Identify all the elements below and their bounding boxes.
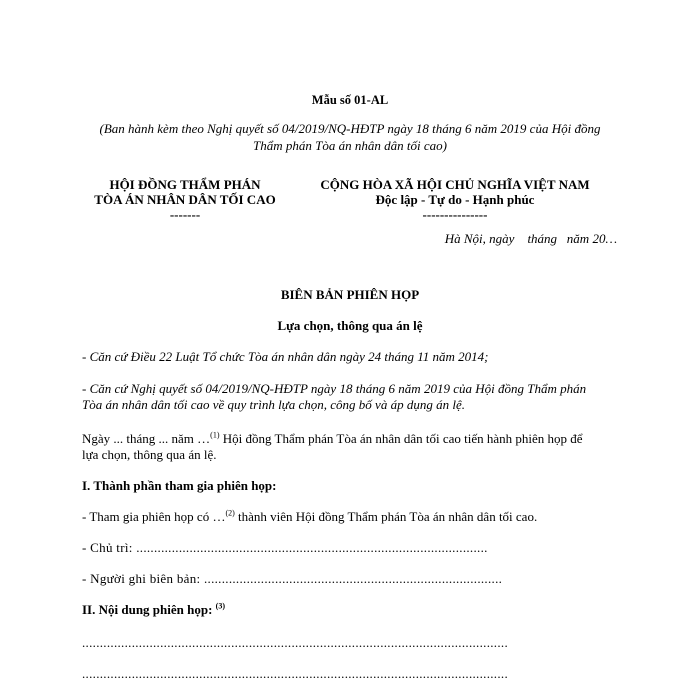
intro-paragraph-line1 bbox=[82, 431, 583, 447]
content-blank-line-1: ........................................................................................................................ bbox=[82, 635, 508, 650]
legal-basis-2-line2: Tòa án nhân dân tối cao về quy trình lựa chọn, công bố và áp dụng án lệ. bbox=[82, 397, 465, 412]
chair-line bbox=[82, 540, 570, 556]
national-title: CỘNG HÒA XÃ HỘI CHỦ NGHĨA VIỆT NAM bbox=[320, 177, 590, 192]
section-2-heading-text: II. Nội dung phiên họp: bbox=[82, 602, 213, 617]
form-number: Mẫu số 01-AL bbox=[311, 93, 389, 107]
agency-rule: ------- bbox=[169, 207, 201, 222]
participants-suffix: thành viên Hội đồng Thẩm phán Tòa án nhân dân tối cao. bbox=[234, 509, 538, 524]
participants-prefix: - Tham gia phiên họp có … bbox=[82, 509, 226, 524]
agency-name-line2: TÒA ÁN NHÂN DÂN TỐI CAO bbox=[94, 192, 276, 207]
secretary-blank: .................................................................................... bbox=[203, 571, 503, 586]
section-2-heading bbox=[82, 602, 225, 618]
national-motto: Độc lập - Tự do - Hạnh phúc bbox=[375, 192, 535, 207]
legal-basis-1: - Căn cứ Điều 22 Luật Tổ chức Tòa án nhân dân ngày 24 tháng 11 năm 2014; bbox=[82, 349, 489, 364]
footnote-ref-2: (2) bbox=[225, 508, 235, 518]
section-1-heading: I. Thành phần tham gia phiên họp: bbox=[82, 478, 277, 493]
intro-date: Ngày ... tháng ... năm … bbox=[82, 431, 211, 446]
legal-basis-2-line1: - Căn cứ Nghị quyết số 04/2019/NQ-HĐTP ngày 18 tháng 6 năm 2019 của Hội đồng Thẩm phán bbox=[82, 381, 587, 396]
participants-line bbox=[82, 509, 537, 525]
intro-text: Hội đồng Thẩm phán Tòa án nhân dân tối cao tiến hành phiên họp để bbox=[219, 431, 583, 446]
issued-note-line1: (Ban hành kèm theo Nghị quyết số 04/2019/NQ-HĐTP ngày 18 tháng 6 năm 2019 của Hội đồng bbox=[99, 121, 601, 136]
intro-paragraph-line2: lựa chọn, thông qua án lệ. bbox=[82, 447, 217, 462]
agency-name-line1: HỘI ĐỒNG THẨM PHÁN bbox=[109, 177, 261, 192]
secretary-label: - Người ghi biên bản: bbox=[82, 571, 204, 586]
footnote-ref-1: (1) bbox=[210, 430, 220, 440]
secretary-line bbox=[82, 571, 570, 587]
footnote-ref-3: (3) bbox=[215, 601, 225, 611]
chair-label: - Chủ trì: bbox=[82, 540, 137, 555]
chair-blank: ................................................................................................... bbox=[136, 540, 488, 555]
national-rule: --------------- bbox=[422, 207, 488, 222]
place-date-line: Hà Nội, ngày tháng năm 20… bbox=[444, 231, 617, 246]
issued-note-line2: Thẩm phán Tòa án nhân dân tối cao) bbox=[253, 138, 447, 153]
document-subtitle: Lựa chọn, thông qua án lệ bbox=[277, 318, 423, 333]
content-blank-line-2: ........................................................................................................................ bbox=[82, 666, 508, 681]
document-title: BIÊN BẢN PHIÊN HỌP bbox=[280, 287, 420, 302]
